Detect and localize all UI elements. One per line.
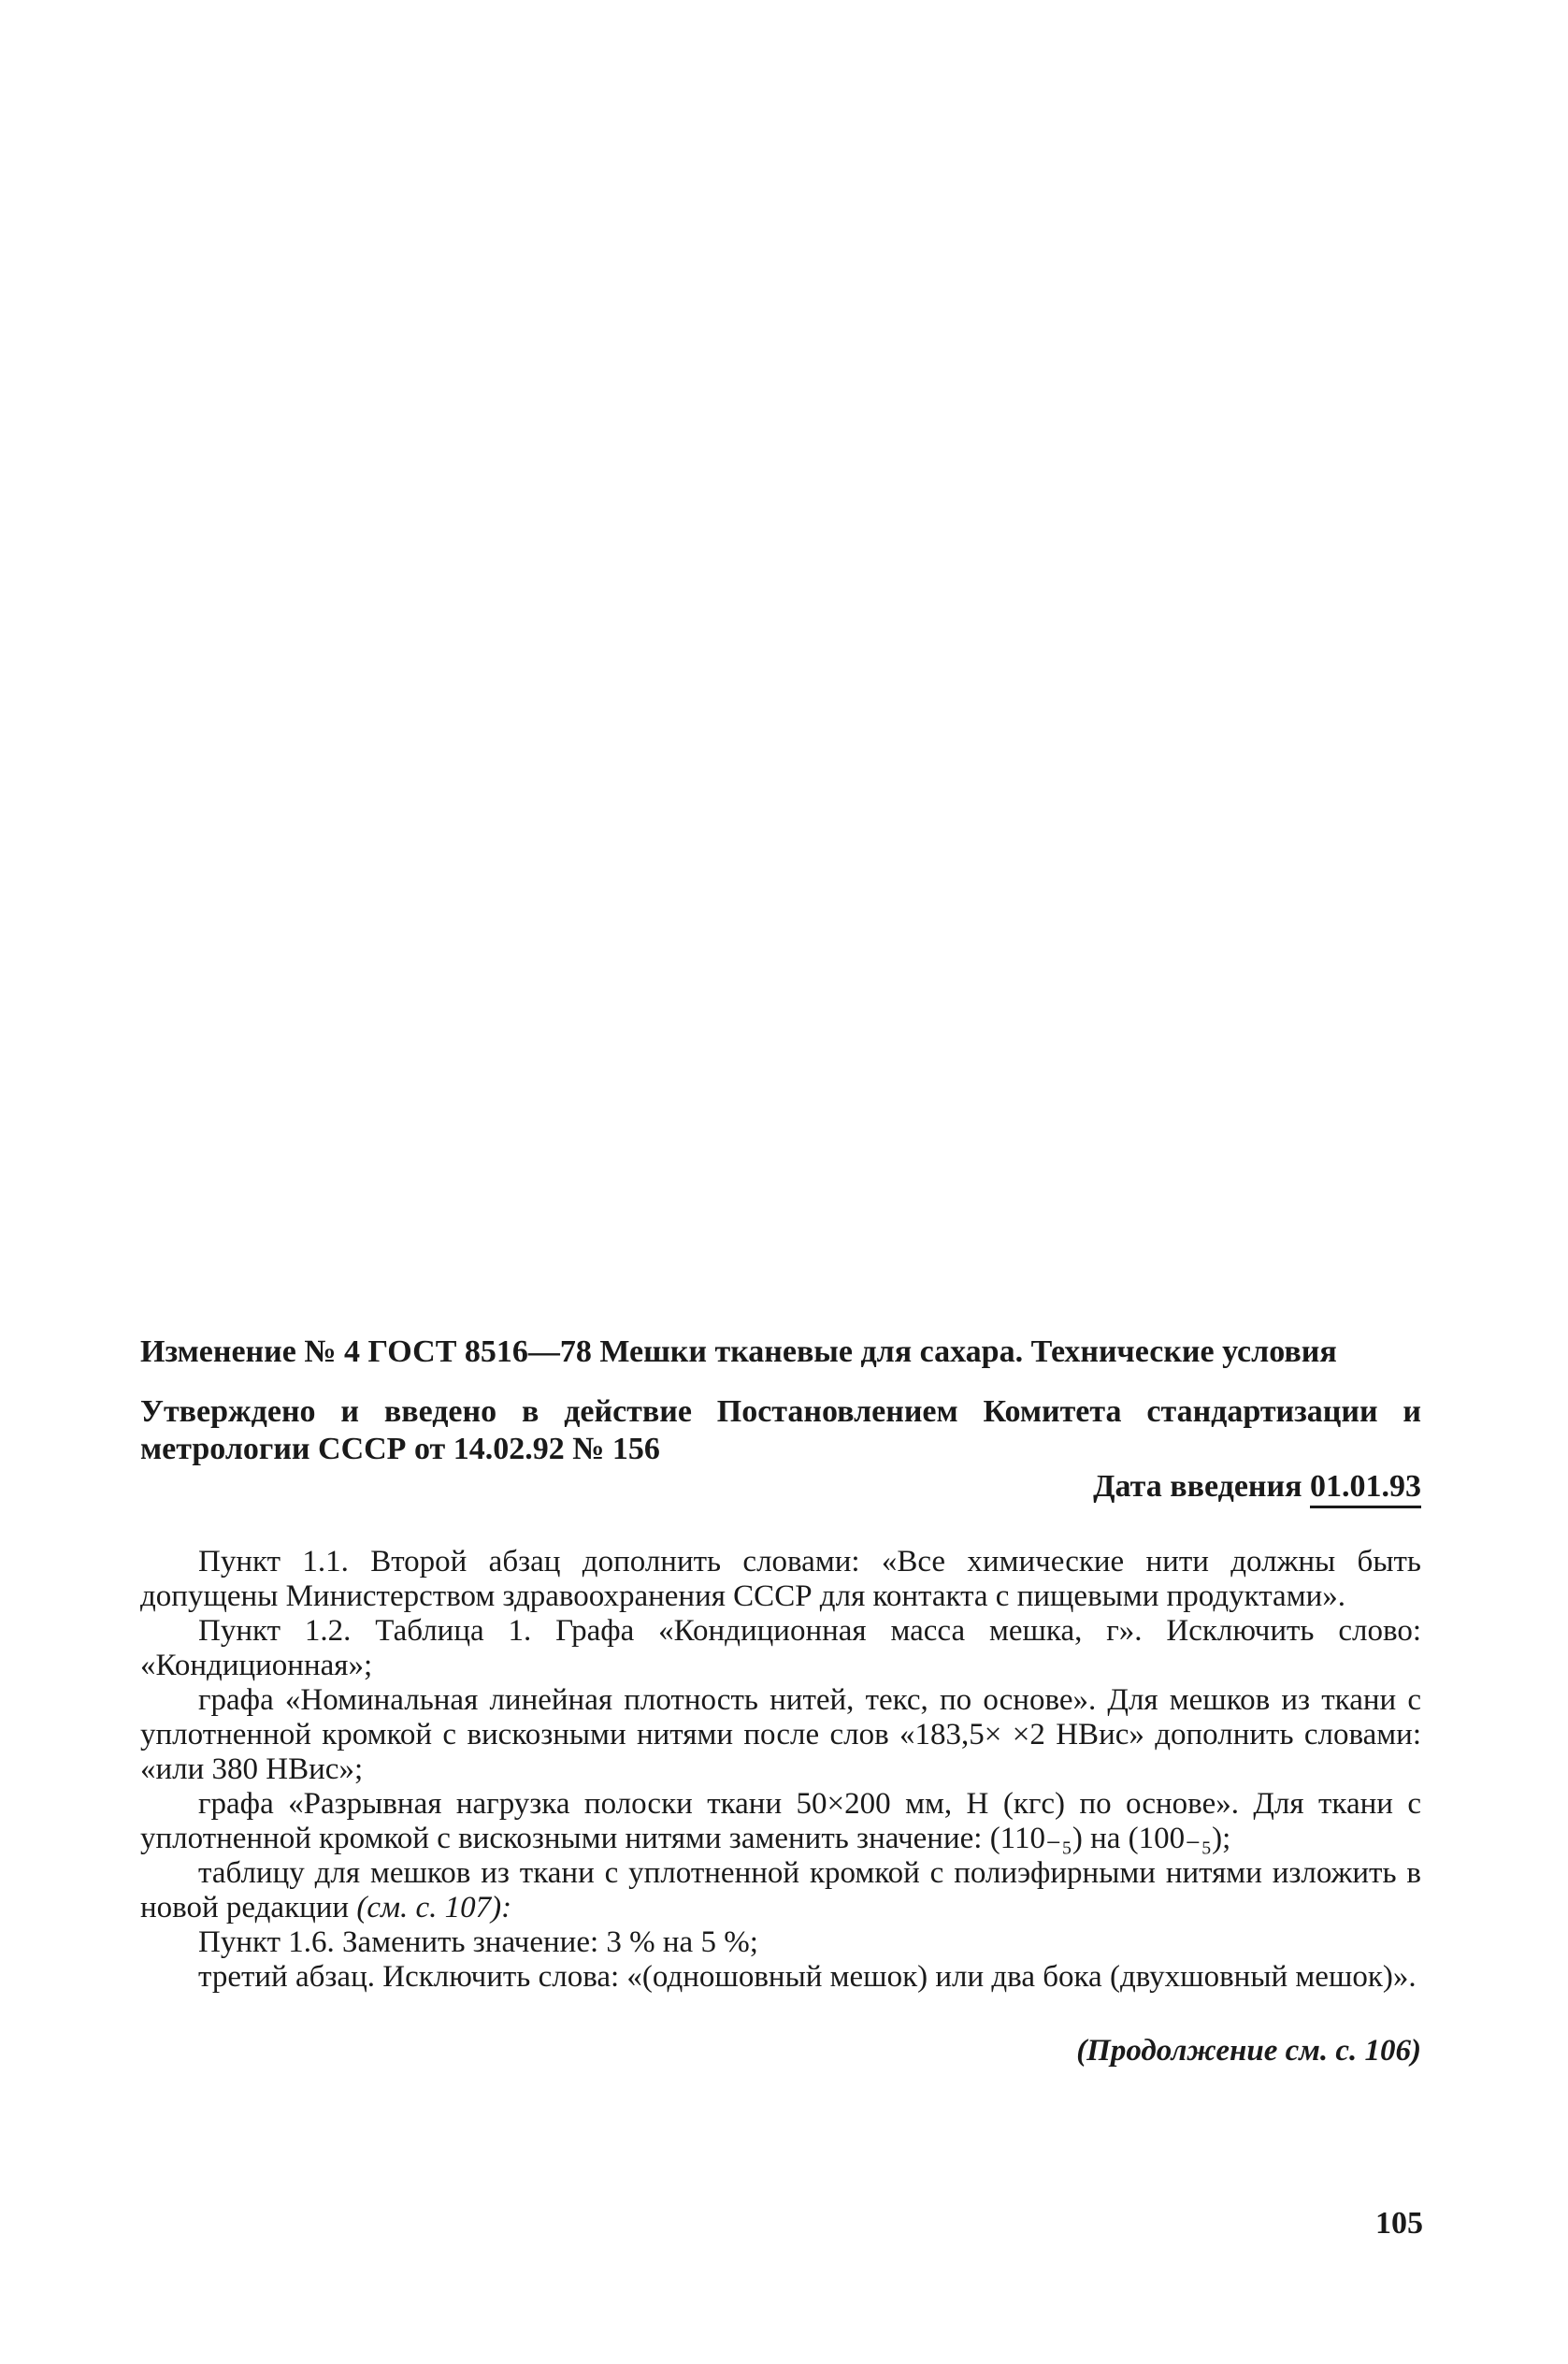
paragraph-item-1-1: Пункт 1.1. Второй абзац дополнить словами: «Все химические нити должны быть допущены Министерством здравоохранения СССР для контакта с пищевыми продуктами». — [140, 1545, 1421, 1613]
page-number: 105 — [1375, 2206, 1423, 2241]
paragraph-third-abstract: третий абзац. Исключить слова: «(одношовный мешок) или два бока (двухшовный мешок)». — [198, 1960, 1417, 1994]
table-new-edition-text: таблицу для мешков из ткани с уплотненной кромкой с полиэфирными нитями изложить в новой редакции — [140, 1856, 1421, 1924]
page-reference: (см. с. 107): — [356, 1891, 512, 1924]
amendment-body — [140, 1545, 1421, 1995]
approval-statement: Утверждено и введено в действие Постановлением Комитета стандартизации и метрологии СССР от 14.02.92 № 156 — [140, 1394, 1421, 1466]
paragraph-breaking-load-column: графа «Разрывная нагрузка полоски ткани 50×200 мм, Н (кгс) по основе». Для ткани с уплотненной кромкой с вискозными нитями заменить значение: (110₋₅) на (100₋₅); — [140, 1787, 1421, 1855]
paragraph-item-1-2: Пункт 1.2. Таблица 1. Графа «Кондиционная масса мешка, г». Исключить слово: «Кондиционная»; — [140, 1614, 1421, 1682]
document-heading: Изменение № 4 ГОСТ 8516—78 Мешки тканевые для сахара. Технические условия — [140, 1334, 1337, 1369]
date-label: Дата введения — [1093, 1469, 1302, 1504]
introduction-date — [140, 1468, 1421, 1506]
paragraph-table-new-edition — [140, 1856, 1421, 1925]
continuation-note: (Продолжение см. с. 106) — [1076, 2034, 1421, 2068]
document-page — [140, 1333, 1421, 2069]
paragraph-density-column: графа «Номинальная линейная плотность нитей, текс, по основе». Для мешков из ткани с уплотненной кромкой с вискозными нитями после слов «183,5× ×2 НВис» дополнить словами: «или 380 НВис»; — [140, 1683, 1421, 1786]
date-value: 01.01.93 — [1310, 1469, 1421, 1508]
paragraph-item-1-6: Пункт 1.6. Заменить значение: 3 % на 5 %; — [198, 1925, 758, 1959]
